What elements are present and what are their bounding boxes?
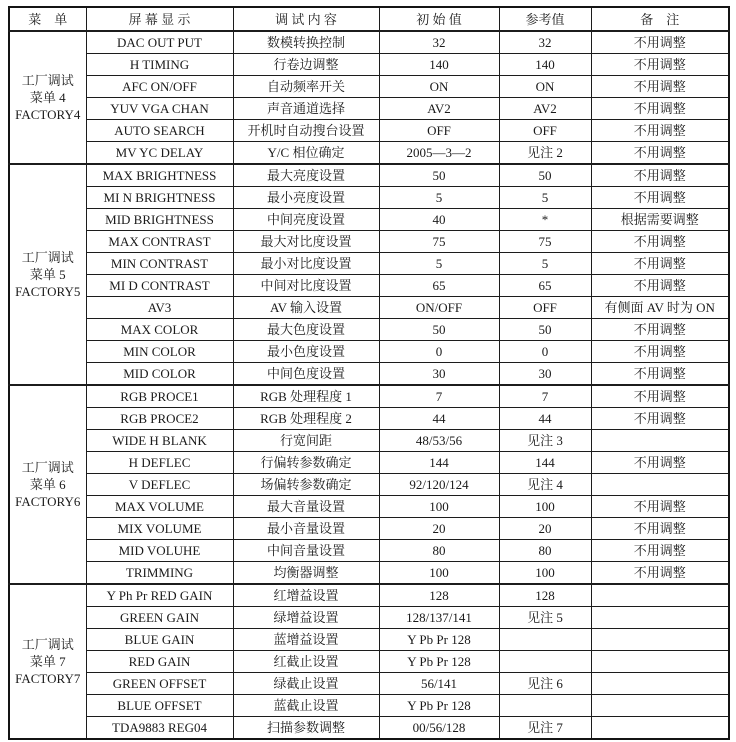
reference-value-cell: OFF [499, 120, 591, 142]
remark-cell: 不用调整 [591, 540, 729, 562]
initial-value-cell: 48/53/56 [379, 430, 499, 452]
adjust-content-cell: RGB 处理程度 2 [233, 408, 379, 430]
table-row [9, 562, 729, 585]
screen-display-cell: MID BRIGHTNESS [86, 209, 233, 231]
table-row [9, 629, 729, 651]
remark-cell: 不用调整 [591, 31, 729, 54]
reference-value-cell: 0 [499, 341, 591, 363]
remark-cell: 不用调整 [591, 142, 729, 165]
initial-value-cell: Y Pb Pr 128 [379, 651, 499, 673]
table-row [9, 540, 729, 562]
adjust-content-cell: 开机时自动搜台设置 [233, 120, 379, 142]
initial-value-cell: 44 [379, 408, 499, 430]
table-row [9, 31, 729, 54]
table-row [9, 120, 729, 142]
initial-value-cell: Y Pb Pr 128 [379, 695, 499, 717]
remark-cell: 不用调整 [591, 275, 729, 297]
reference-value-cell: 见注 7 [499, 717, 591, 740]
reference-value-cell: 32 [499, 31, 591, 54]
table-row [9, 584, 729, 607]
menu-cell-factory4 [9, 31, 86, 164]
adjust-content-cell: 行卷边调整 [233, 54, 379, 76]
reference-value-cell: 见注 6 [499, 673, 591, 695]
adjust-content-cell: 最大音量设置 [233, 496, 379, 518]
remark-cell: 有侧面 AV 时为 ON [591, 297, 729, 319]
remark-cell [591, 717, 729, 740]
screen-display-cell: AV3 [86, 297, 233, 319]
adjust-content-cell: 红增益设置 [233, 584, 379, 607]
remark-cell: 不用调整 [591, 385, 729, 408]
reference-value-cell [499, 629, 591, 651]
adjust-content-cell: RGB 处理程度 1 [233, 385, 379, 408]
table-row [9, 408, 729, 430]
screen-display-cell: MAX BRIGHTNESS [86, 164, 233, 187]
initial-value-cell: 75 [379, 231, 499, 253]
reference-value-cell: 100 [499, 496, 591, 518]
remark-cell: 不用调整 [591, 452, 729, 474]
adjust-content-cell: 红截止设置 [233, 651, 379, 673]
screen-display-cell: BLUE OFFSET [86, 695, 233, 717]
screen-display-cell: MAX CONTRAST [86, 231, 233, 253]
screen-display-cell: GREEN GAIN [86, 607, 233, 629]
reference-value-cell: * [499, 209, 591, 231]
initial-value-cell: ON/OFF [379, 297, 499, 319]
initial-value-cell: 128/137/141 [379, 607, 499, 629]
initial-value-cell: AV2 [379, 98, 499, 120]
screen-display-cell: MI D CONTRAST [86, 275, 233, 297]
screen-display-cell: AUTO SEARCH [86, 120, 233, 142]
factory-menu-table [8, 6, 730, 740]
remark-cell [591, 673, 729, 695]
screen-display-cell: DAC OUT PUT [86, 31, 233, 54]
remark-cell: 不用调整 [591, 253, 729, 275]
col-header-initial-value: 初 始 值 [379, 7, 499, 31]
table-row [9, 717, 729, 740]
initial-value-cell: 65 [379, 275, 499, 297]
table-row [9, 231, 729, 253]
remark-cell: 不用调整 [591, 98, 729, 120]
reference-value-cell: 44 [499, 408, 591, 430]
reference-value-cell: 100 [499, 562, 591, 585]
adjust-content-cell: 蓝增益设置 [233, 629, 379, 651]
screen-display-cell: GREEN OFFSET [86, 673, 233, 695]
table-row [9, 142, 729, 165]
table-row [9, 430, 729, 452]
reference-value-cell: 140 [499, 54, 591, 76]
reference-value-cell: 144 [499, 452, 591, 474]
table-row [9, 54, 729, 76]
reference-value-cell: 75 [499, 231, 591, 253]
reference-value-cell [499, 651, 591, 673]
menu-line: 菜单 5 [29, 267, 66, 282]
initial-value-cell: 50 [379, 319, 499, 341]
col-header-reference-value: 参考值 [499, 7, 591, 31]
initial-value-cell: 140 [379, 54, 499, 76]
adjust-content-cell: 最小对比度设置 [233, 253, 379, 275]
adjust-content-cell: 绿增益设置 [233, 607, 379, 629]
screen-display-cell: RGB PROCE1 [86, 385, 233, 408]
reference-value-cell: 20 [499, 518, 591, 540]
table-row [9, 385, 729, 408]
remark-cell [591, 474, 729, 496]
remark-cell [591, 695, 729, 717]
table-row [9, 607, 729, 629]
initial-value-cell: 20 [379, 518, 499, 540]
screen-display-cell: H DEFLEC [86, 452, 233, 474]
menu-line: 菜单 4 [29, 90, 66, 105]
reference-value-cell: ON [499, 76, 591, 98]
table-row [9, 253, 729, 275]
screen-display-cell: MV YC DELAY [86, 142, 233, 165]
adjust-content-cell: 最小音量设置 [233, 518, 379, 540]
initial-value-cell: 32 [379, 31, 499, 54]
screen-display-cell: YUV VGA CHAN [86, 98, 233, 120]
initial-value-cell: 40 [379, 209, 499, 231]
table-row [9, 474, 729, 496]
reference-value-cell: 5 [499, 187, 591, 209]
adjust-content-cell: 数模转换控制 [233, 31, 379, 54]
remark-cell: 不用调整 [591, 120, 729, 142]
screen-display-cell: MAX VOLUME [86, 496, 233, 518]
remark-cell: 不用调整 [591, 408, 729, 430]
reference-value-cell: 见注 2 [499, 142, 591, 165]
menu-line: FACTORY7 [15, 671, 81, 686]
table-row [9, 363, 729, 386]
table-row [9, 651, 729, 673]
col-header-menu: 菜 单 [9, 7, 86, 31]
menu-cell-factory6 [9, 385, 86, 584]
table-row [9, 297, 729, 319]
remark-cell [591, 629, 729, 651]
menu-line: FACTORY5 [15, 284, 81, 299]
reference-value-cell: 50 [499, 319, 591, 341]
screen-display-cell: Y Ph Pr RED GAIN [86, 584, 233, 607]
adjust-content-cell: 均衡器调整 [233, 562, 379, 585]
reference-value-cell: 80 [499, 540, 591, 562]
adjust-content-cell: 声音通道选择 [233, 98, 379, 120]
initial-value-cell: 56/141 [379, 673, 499, 695]
remark-cell [591, 651, 729, 673]
remark-cell: 不用调整 [591, 518, 729, 540]
reference-value-cell: 30 [499, 363, 591, 386]
adjust-content-cell: 行偏转参数确定 [233, 452, 379, 474]
remark-cell: 不用调整 [591, 231, 729, 253]
adjust-content-cell: 中间音量设置 [233, 540, 379, 562]
screen-display-cell: WIDE H BLANK [86, 430, 233, 452]
initial-value-cell: 80 [379, 540, 499, 562]
screen-display-cell: BLUE GAIN [86, 629, 233, 651]
screen-display-cell: TDA9883 REG04 [86, 717, 233, 740]
screen-display-cell: MI N BRIGHTNESS [86, 187, 233, 209]
adjust-content-cell: 中间色度设置 [233, 363, 379, 386]
menu-line: FACTORY6 [15, 494, 81, 509]
remark-cell: 不用调整 [591, 54, 729, 76]
table-row [9, 187, 729, 209]
screen-display-cell: V DEFLEC [86, 474, 233, 496]
screen-display-cell: MIN CONTRAST [86, 253, 233, 275]
screen-display-cell: RED GAIN [86, 651, 233, 673]
table-row [9, 341, 729, 363]
table-row [9, 275, 729, 297]
initial-value-cell: 128 [379, 584, 499, 607]
menu-line: 菜单 6 [29, 477, 66, 492]
screen-display-cell: MIN COLOR [86, 341, 233, 363]
table-row [9, 452, 729, 474]
reference-value-cell: 50 [499, 164, 591, 187]
adjust-content-cell: 扫描参数调整 [233, 717, 379, 740]
menu-line: 工厂调试 [21, 637, 74, 652]
adjust-content-cell: 蓝截止设置 [233, 695, 379, 717]
adjust-content-cell: 行宽间距 [233, 430, 379, 452]
table-row [9, 209, 729, 231]
initial-value-cell: 144 [379, 452, 499, 474]
initial-value-cell: 92/120/124 [379, 474, 499, 496]
table-row [9, 98, 729, 120]
adjust-content-cell: 最大色度设置 [233, 319, 379, 341]
initial-value-cell: 30 [379, 363, 499, 386]
remark-cell: 不用调整 [591, 187, 729, 209]
table-row [9, 518, 729, 540]
screen-display-cell: RGB PROCE2 [86, 408, 233, 430]
reference-value-cell: 128 [499, 584, 591, 607]
table-row [9, 164, 729, 187]
menu-line: 菜单 7 [29, 654, 66, 669]
remark-cell: 不用调整 [591, 562, 729, 585]
adjust-content-cell: 自动频率开关 [233, 76, 379, 98]
screen-display-cell: TRIMMING [86, 562, 233, 585]
remark-cell [591, 607, 729, 629]
initial-value-cell: 2005—3—2 [379, 142, 499, 165]
reference-value-cell: 65 [499, 275, 591, 297]
col-header-adjust-content: 调 试 内 容 [233, 7, 379, 31]
initial-value-cell: 100 [379, 496, 499, 518]
initial-value-cell: 100 [379, 562, 499, 585]
screen-display-cell: MID VOLUHE [86, 540, 233, 562]
reference-value-cell: 见注 4 [499, 474, 591, 496]
table-row [9, 695, 729, 717]
remark-cell: 根据需要调整 [591, 209, 729, 231]
reference-value-cell: 见注 3 [499, 430, 591, 452]
menu-cell-factory5 [9, 164, 86, 385]
menu-line: 工厂调试 [21, 73, 74, 88]
adjust-content-cell: 场偏转参数确定 [233, 474, 379, 496]
initial-value-cell: 5 [379, 187, 499, 209]
adjust-content-cell: AV 输入设置 [233, 297, 379, 319]
screen-display-cell: H TIMING [86, 54, 233, 76]
table-row [9, 673, 729, 695]
initial-value-cell: 0 [379, 341, 499, 363]
screen-display-cell: MIX VOLUME [86, 518, 233, 540]
reference-value-cell: 5 [499, 253, 591, 275]
remark-cell: 不用调整 [591, 341, 729, 363]
initial-value-cell: ON [379, 76, 499, 98]
adjust-content-cell: Y/C 相位确定 [233, 142, 379, 165]
remark-cell: 不用调整 [591, 363, 729, 386]
initial-value-cell: OFF [379, 120, 499, 142]
remark-cell [591, 584, 729, 607]
remark-cell [591, 430, 729, 452]
table-row [9, 319, 729, 341]
table-row [9, 496, 729, 518]
initial-value-cell: 00/56/128 [379, 717, 499, 740]
reference-value-cell: 7 [499, 385, 591, 408]
adjust-content-cell: 最大对比度设置 [233, 231, 379, 253]
initial-value-cell: 5 [379, 253, 499, 275]
reference-value-cell: 见注 5 [499, 607, 591, 629]
initial-value-cell: 7 [379, 385, 499, 408]
initial-value-cell: 50 [379, 164, 499, 187]
reference-value-cell: AV2 [499, 98, 591, 120]
adjust-content-cell: 绿截止设置 [233, 673, 379, 695]
col-header-screen-display: 屏 幕 显 示 [86, 7, 233, 31]
remark-cell: 不用调整 [591, 76, 729, 98]
header-row [9, 7, 729, 31]
menu-line: 工厂调试 [21, 460, 74, 475]
screen-display-cell: MID COLOR [86, 363, 233, 386]
factory-menu-sheet [8, 6, 730, 740]
reference-value-cell [499, 695, 591, 717]
remark-cell: 不用调整 [591, 164, 729, 187]
menu-cell-factory7 [9, 584, 86, 739]
adjust-content-cell: 中间对比度设置 [233, 275, 379, 297]
screen-display-cell: MAX COLOR [86, 319, 233, 341]
adjust-content-cell: 最小亮度设置 [233, 187, 379, 209]
menu-line: 工厂调试 [21, 250, 74, 265]
col-header-remark: 备 注 [591, 7, 729, 31]
adjust-content-cell: 最小色度设置 [233, 341, 379, 363]
screen-display-cell: AFC ON/OFF [86, 76, 233, 98]
initial-value-cell: Y Pb Pr 128 [379, 629, 499, 651]
reference-value-cell: OFF [499, 297, 591, 319]
remark-cell: 不用调整 [591, 319, 729, 341]
remark-cell: 不用调整 [591, 496, 729, 518]
adjust-content-cell: 最大亮度设置 [233, 164, 379, 187]
adjust-content-cell: 中间亮度设置 [233, 209, 379, 231]
menu-line: FACTORY4 [15, 107, 81, 122]
table-row [9, 76, 729, 98]
